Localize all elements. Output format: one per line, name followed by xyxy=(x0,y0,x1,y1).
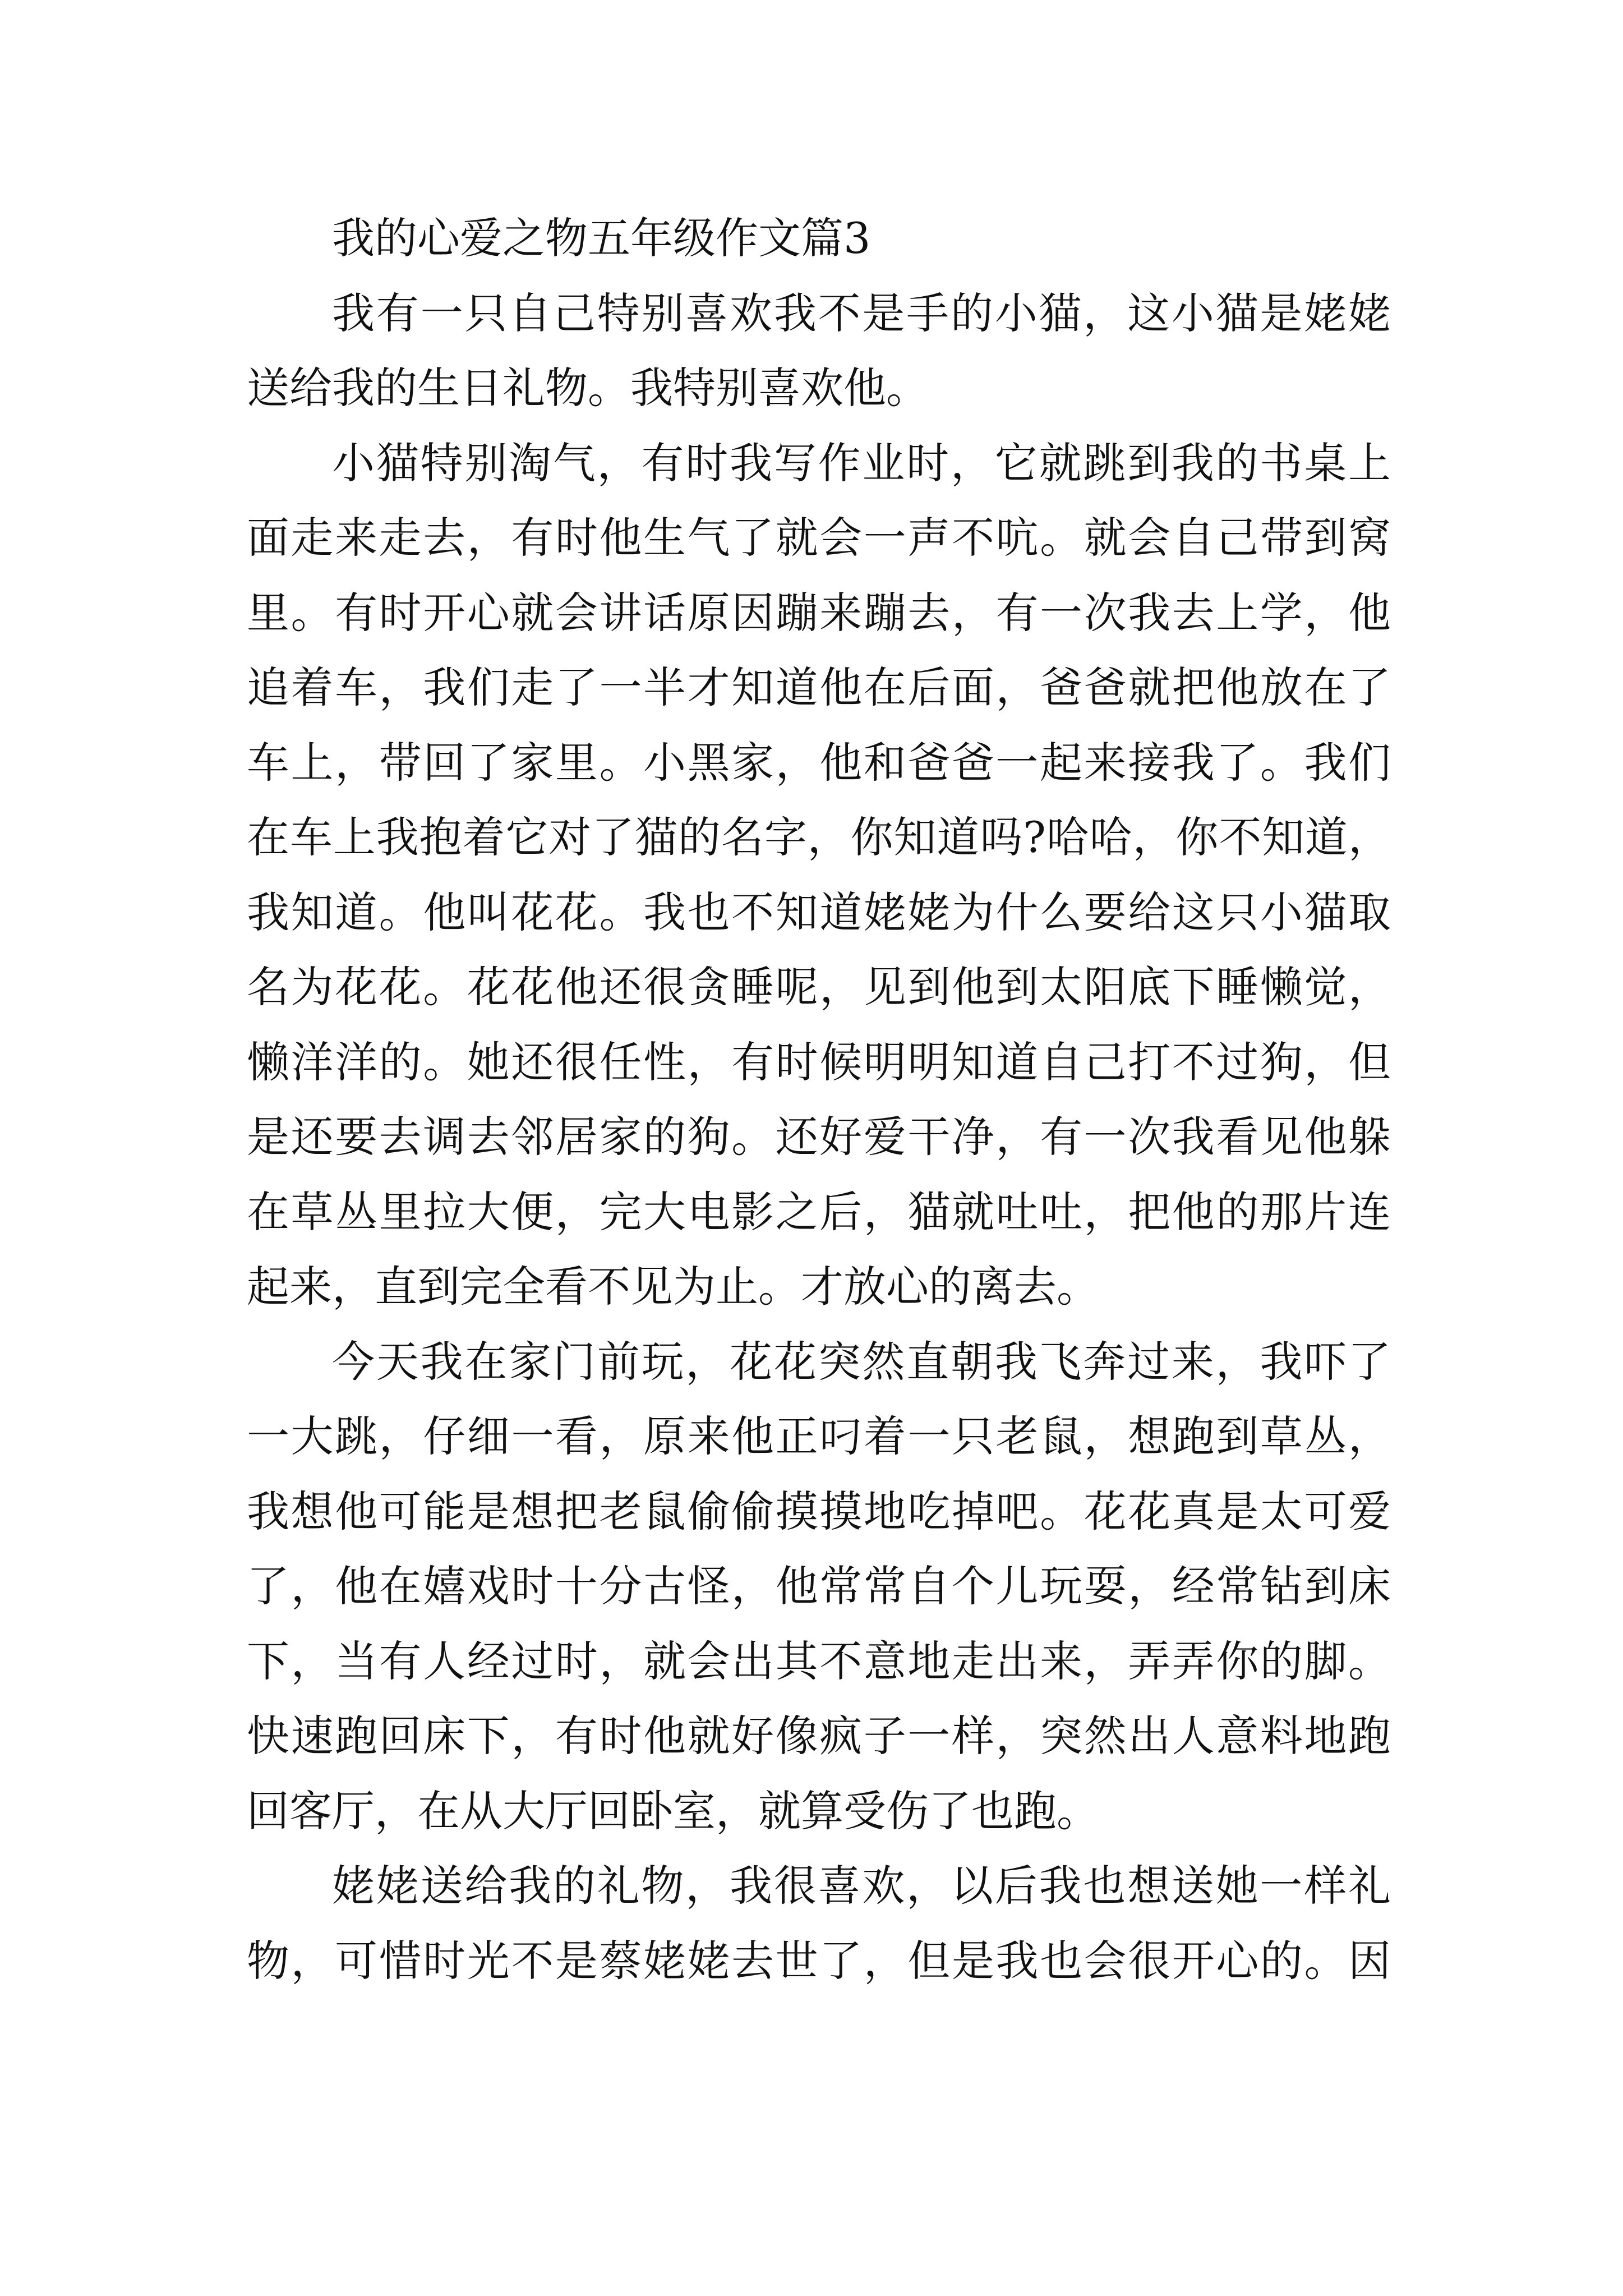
text-line: 一大跳，仔细一看，原来他正叼着一只老鼠，想跑到草丛， xyxy=(247,1411,1391,1461)
text-line: 在草丛里拉大便，完大电影之后，猫就吐吐，把他的那片连 xyxy=(247,1186,1391,1237)
text-line: 追着车，我们走了一半才知道他在后面，爸爸就把他放在了 xyxy=(247,662,1391,712)
text-line: 车上，带回了家里。小黑家，他和爸爸一起来接我了。我们 xyxy=(247,737,1391,788)
text-line: 懒洋洋的。她还很任性，有时候明明知道自己打不过狗，但 xyxy=(247,1037,1391,1087)
text-line: 小猫特别淘气，有时我写作业时，它就跳到我的书桌上 xyxy=(332,438,1391,488)
text-line: 我有一只自己特别喜欢我不是手的小猫，这小猫是姥姥 xyxy=(332,288,1391,338)
text-line: 面走来走去，有时他生气了就会一声不吭。就会自己带到窝 xyxy=(247,513,1391,563)
paragraph xyxy=(247,1324,1391,1849)
text-line: 快速跑回床下，有时他就好像疯子一样，突然出人意料地跑 xyxy=(247,1711,1391,1761)
text-line: 了，他在嬉戏时十分古怪，他常常自个儿玩耍，经常钻到床 xyxy=(247,1561,1391,1611)
text-line: 回客厅，在从大厅回卧室，就算受伤了也跑。 xyxy=(247,1786,1099,1836)
document-title: 我的心爱之物五年级作文篇3 xyxy=(332,213,871,263)
text-line: 我知道。他叫花花。我也不知道姥姥为什么要给这只小猫取 xyxy=(247,887,1391,937)
text-line: 物，可惜时光不是蔡姥姥去世了，但是我也会很开心的。因 xyxy=(247,1935,1391,1986)
text-line: 下，当有人经过时，就会出其不意地走出来，弄弄你的脚。 xyxy=(247,1636,1391,1686)
document-body xyxy=(247,201,1391,1998)
text-line: 我想他可能是想把老鼠偷偷摸摸地吃掉吧。花花真是太可爱 xyxy=(247,1486,1391,1536)
paragraph xyxy=(247,276,1391,426)
text-line: 在车上我抱着它对了猫的名字，你知道吗?哈哈，你不知道， xyxy=(247,812,1391,862)
text-line: 是还要去调去邻居家的狗。还好爱干净，有一次我看见他躲 xyxy=(247,1112,1391,1162)
paragraph xyxy=(247,1848,1391,1998)
paragraph xyxy=(247,426,1391,1324)
text-line: 名为花花。花花他还很贪睡呢，见到他到太阳底下睡懒觉， xyxy=(247,962,1391,1012)
text-line: 送给我的生日礼物。我特别喜欢他。 xyxy=(247,363,929,413)
text-line: 姥姥送给我的礼物，我很喜欢，以后我也想送她一样礼 xyxy=(332,1861,1391,1911)
text-line: 里。有时开心就会讲话原因蹦来蹦去，有一次我去上学，他 xyxy=(247,587,1391,638)
text-line: 今天我在家门前玩，花花突然直朝我飞奔过来，我吓了 xyxy=(332,1336,1391,1387)
text-line: 起来，直到完全看不见为止。才放心的离去。 xyxy=(247,1262,1099,1312)
